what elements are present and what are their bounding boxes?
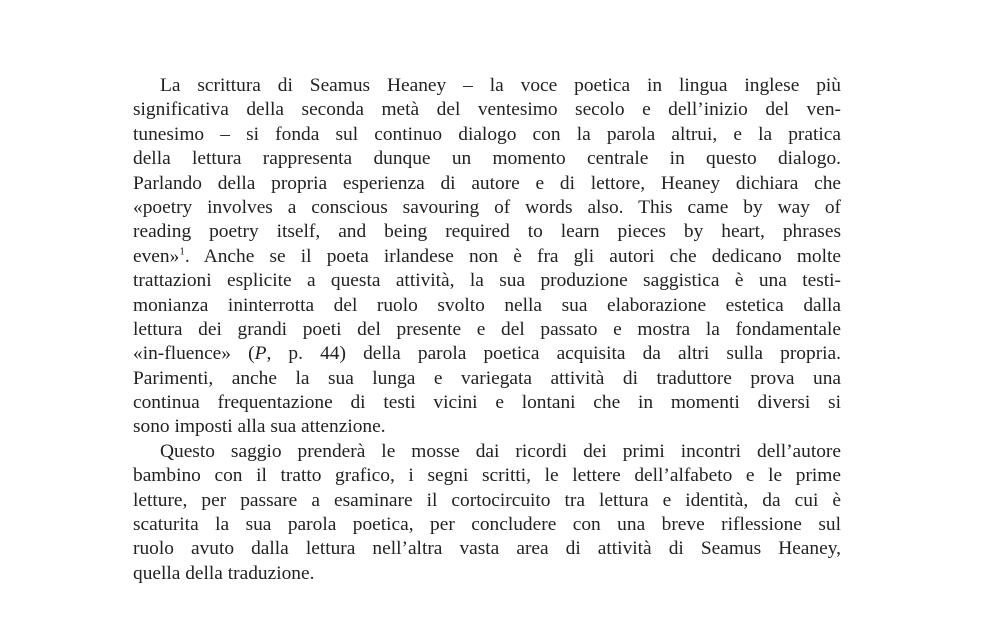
footnote-marker: 1 xyxy=(179,245,185,258)
text-line: della lettura rappresenta dunque un momento centrale in questo dialogo. xyxy=(133,148,841,170)
text-fragment: «in-fluence» ( xyxy=(133,343,255,365)
text-line: letture, per passare a esaminare il cortocircuito tra lettura e identità, da cui è xyxy=(133,489,841,511)
text-line: sono imposti alla sua attenzione. xyxy=(133,416,386,438)
text-line: La scrittura di Seamus Heaney – la voce poetica in lingua inglese più xyxy=(160,75,841,96)
text-line: significativa della seconda metà del ventesimo secolo e dell’inizio del ven- xyxy=(133,99,841,121)
text-fragment: , p. 44) della parola poetica acquisita da altri sulla propria. xyxy=(266,343,841,365)
text-line: trattazioni esplicite a questa attività, la sua produzione saggistica è una testi- xyxy=(133,270,841,292)
text-line-with-footnote xyxy=(133,245,841,269)
text-line: monianza ininterrotta del ruolo svolto nella sua elaborazione estetica dalla xyxy=(133,294,841,316)
text-fragment: . Anche se il poeta irlandese non è fra gli autori che dedicano molte xyxy=(184,245,841,267)
body-text xyxy=(133,74,841,586)
text-line-with-citation xyxy=(133,342,841,366)
text-line: bambino con il tratto grafico, i segni scritti, le lettere dell’alfabeto e le prime xyxy=(133,465,841,487)
text-line: tunesimo – si fonda sul continuo dialogo con la parola altrui, e la pratica xyxy=(133,123,841,145)
text-line: Parlando della propria esperienza di autore e di lettore, Heaney dichiara che xyxy=(133,172,841,194)
paragraph-1 xyxy=(133,74,841,440)
text-line: ruolo avuto dalla lettura nell’altra vasta area di attività di Seamus Heaney, xyxy=(133,538,841,560)
text-line: Questo saggio prenderà le mosse dai ricordi dei primi incontri dell’autore xyxy=(160,440,841,462)
text-line: quella della traduzione. xyxy=(133,562,315,584)
text-line: «poetry involves a conscious savouring of words also. This came by way of xyxy=(133,196,841,218)
text-line: scaturita la sua parola poetica, per concludere con una breve riflessione sul xyxy=(133,514,841,536)
text-line: continua frequentazione di testi vicini e lontani che in momenti diversi si xyxy=(133,392,841,414)
citation-abbreviation: P xyxy=(254,343,267,365)
text-line: Parimenti, anche la sua lunga e variegata attività di traduttore prova una xyxy=(133,367,841,389)
text-fragment: even» xyxy=(133,245,180,267)
text-line: reading poetry itself, and being required to learn pieces by heart, phrases xyxy=(133,221,841,243)
paragraph-2 xyxy=(133,440,841,586)
text-line: lettura dei grandi poeti del presente e del passato e mostra la fondamentale xyxy=(133,318,841,340)
